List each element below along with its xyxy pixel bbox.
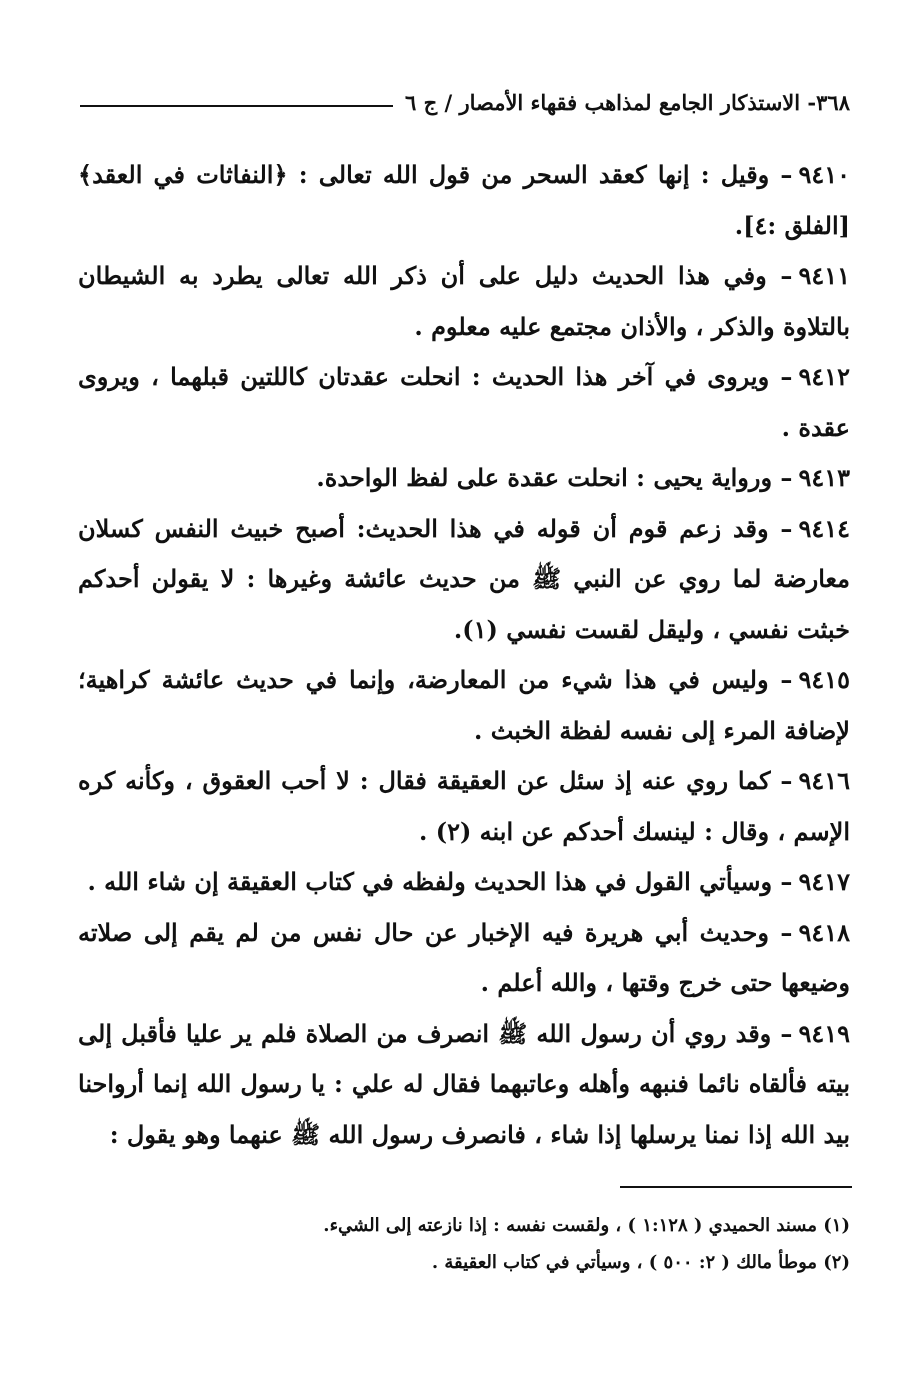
paragraph-text: – وقيل : إنها كعقد السحر من قول الله تعالى : ﴿النفاثات في العقد﴾ [الفلق :٤].	[78, 160, 850, 240]
paragraph-9412	[78, 352, 850, 453]
paragraph-text: – وقد روي أن رسول الله ﷺ انصرف من الصلاة فلم ير عليا فأقبل إلى بيته فألقاه نائما فنبهه وأهله وعاتبهما فقال له علي : يا رسول الله إنما أرواحنا بيد الله إذا نمنا يرسلها إذا شاء ، فانصرف رسول الله ﷺ عنهما وهو يقول :	[78, 1018, 850, 1149]
paragraph-number: ٩٤١٥	[798, 665, 850, 694]
header-rule	[80, 105, 393, 107]
paragraph-text: – وسيأتي القول في هذا الحديث ولفظه في كتاب العقيقة إن شاء الله .	[87, 867, 793, 896]
paragraph-number: ٩٤١٨	[798, 917, 850, 947]
paragraph-number: ٩٤١٠	[798, 160, 850, 189]
paragraph-9417	[78, 857, 850, 908]
footnote-2: (٢) موطأ مالك ( ٢: ٥٠٠ ) ، وسيأتي في كتاب العقيقة .	[431, 1252, 850, 1273]
paragraph-text: – وليس في هذا شيء من المعارضة، وإنما في حديث عائشة كراهية؛ لإضافة المرء إلى نفسه لفظة الخبث .	[78, 665, 850, 745]
paragraph-text: – كما روي عنه إذ سئل عن العقيقة فقال : لا أحب العقوق ، وكأنه كره الإسم ، وقال : لينسك أحدكم عن ابنه (٢) .	[78, 766, 850, 846]
paragraph-9414	[78, 504, 850, 656]
paragraph-text: – وقد زعم قوم أن قوله في هذا الحديث: أصبح خبيث النفس كسلان معارضة لما روي عن النبي ﷺ من حديث عائشة وغيرها : لا يقولن أحدكم خبثت نفسي ، وليقل لقست نفسي (١).	[78, 513, 850, 644]
paragraph-text: – وفي هذا الحديث دليل على أن ذكر الله تعالى يطرد به الشيطان بالتلاوة والذكر ، والأذان مجتمع عليه معلوم .	[78, 261, 850, 341]
main-text	[78, 150, 850, 1160]
paragraph-number: ٩٤١١	[798, 261, 850, 290]
paragraph-9411	[78, 251, 850, 352]
paragraph-text: – ويروى في آخر هذا الحديث : انحلت عقدتان كاللتين قبلهما ، ويروى عقدة .	[78, 362, 850, 442]
page-header	[80, 82, 850, 122]
paragraph-text: – وحديث أبي هريرة فيه الإخبار عن حال نفس من لم يقم إلى صلاته وضيعها حتى خرج وقتها ، والله أعلم .	[78, 917, 850, 997]
paragraph-number: ٩٤١٣	[798, 463, 850, 492]
paragraph-9419	[78, 1009, 850, 1161]
paragraph-9410	[78, 150, 850, 251]
paragraph-9416	[78, 756, 850, 857]
footnotes	[80, 1207, 850, 1281]
footnote-separator	[620, 1186, 852, 1188]
footnote-1: (١) مسند الحميدي ( ١:١٢٨ ) ، ولقست نفسه : إذا نازعته إلى الشيء.	[323, 1215, 850, 1236]
paragraph-9418	[78, 908, 850, 1009]
paragraph-number: ٩٤١٧	[798, 867, 850, 896]
paragraph-text: – ورواية يحيى : انحلت عقدة على لفظ الواحدة.	[316, 463, 793, 492]
paragraph-number: ٩٤١٩	[798, 1018, 850, 1048]
paragraph-number: ٩٤١٦	[798, 766, 850, 795]
paragraph-9415	[78, 655, 850, 756]
running-title: ٣٦٨- الاستذكار الجامع لمذاهب فقهاء الأمصار / ج ٦	[405, 89, 850, 115]
paragraph-number: ٩٤١٢	[798, 362, 850, 391]
paragraph-9413	[78, 453, 850, 504]
paragraph-number: ٩٤١٤	[798, 513, 850, 543]
